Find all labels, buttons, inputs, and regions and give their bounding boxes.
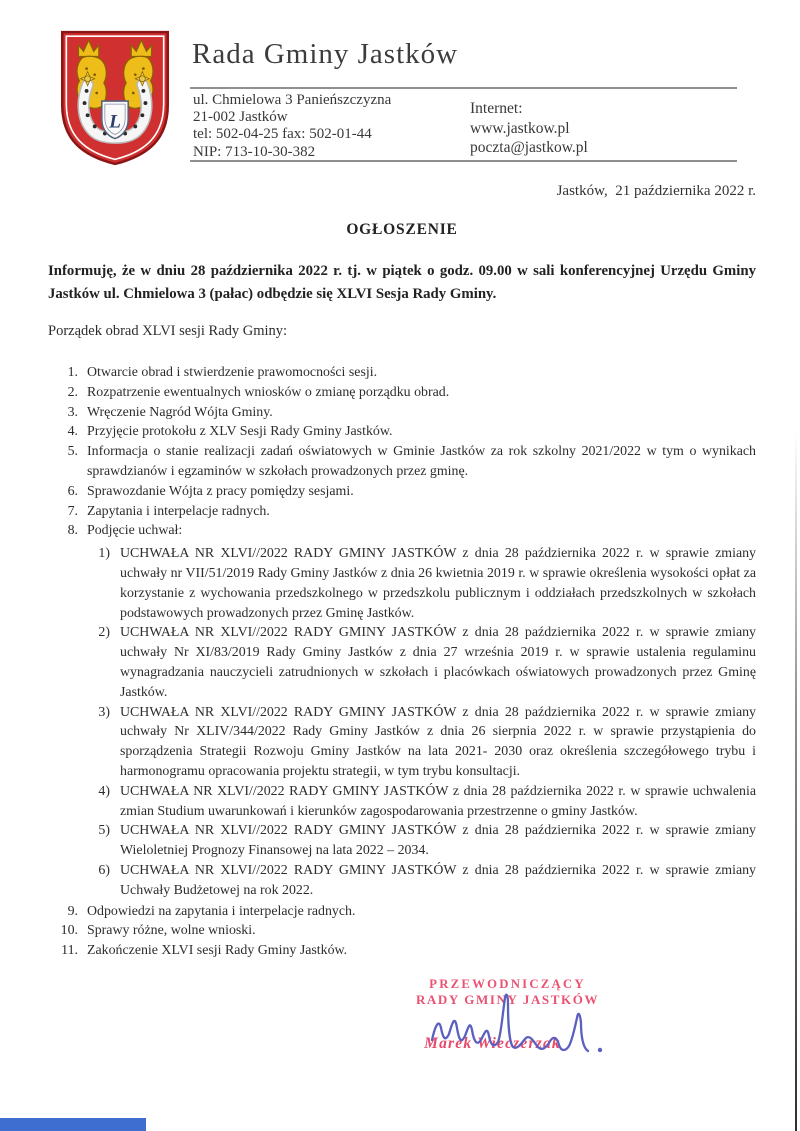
resolution-number: 1): [98, 546, 110, 562]
resolution-text: UCHWAŁA NR XLVI//2022 RADY GMINY JASTKÓW z dnia 28 października 2022 r. w sprawie zmiany uchwały Nr XLIV/344/2022 Rady Gminy Jastków z dnia 26 sierpnia 2022 r. w sprawie przystąpienia do sporządzenia Strategii Rozwoju Gminy Jastków na lata 2021- 2030 oraz określenia szczegółowego trybu i harmonogramu opracowania projektu strategii, w tym trybu konsultacji.: [120, 704, 756, 779]
agenda-item-text: Odpowiedzi na zapytania i interpelacje radnych.: [87, 903, 356, 919]
dateline: Jastków, 21 października 2022 r.: [556, 183, 756, 199]
resolution-item: [86, 861, 756, 901]
agenda-item: [48, 383, 756, 403]
agenda-item-number: 1.: [67, 365, 78, 380]
signer-name: Marek Wieczerzak: [424, 1035, 561, 1052]
agenda-item-text: Sprawy różne, wolne wnioski.: [87, 923, 256, 939]
intro-paragraph: Informuję, że w dniu 28 października 2022 r. tj. w piątek o godz. 09.00 w sali konferencyjnej Urzędu Gminy Jastków ul. Chmielowa 3 (pałac) odbędzie się XLVI Sesja Rady Gminy.: [48, 263, 756, 302]
agenda-item-text: Sprawozdanie Wójta z pracy pomiędzy sesjami.: [87, 483, 354, 499]
resolution-item: [86, 544, 756, 623]
internet-block: [470, 99, 588, 158]
agenda-item-number: 9.: [67, 903, 78, 919]
agenda-item: [48, 422, 756, 442]
agenda-item: [48, 482, 756, 502]
agenda-item-text: Informacja o stanie realizacji zadań oświatowych w Gminie Jastków za rok szkolny 2021/2022 w tym o wynikach sprawdzianów i egzaminów w szkołach prowadzonych przez gminę.: [87, 444, 756, 479]
agenda-item-text: Zapytania i interpelacje radnych.: [87, 503, 270, 519]
address-phone: tel: 502-04-25 fax: 502-01-44: [193, 126, 372, 143]
agenda-item: [48, 502, 756, 522]
resolution-number: 6): [98, 862, 110, 878]
agenda-item-number: 5.: [67, 444, 78, 460]
agenda-item-number: 7.: [67, 503, 78, 519]
header-rule-top: [190, 87, 737, 89]
resolution-number: 4): [98, 783, 110, 799]
resolution-number: 2): [98, 625, 110, 641]
resolution-item: [86, 782, 756, 822]
agenda-item-text: Podjęcie uchwał:: [87, 523, 183, 539]
address-street: ul. Chmielowa 3 Panieńszczyzna: [193, 92, 392, 108]
crest-letter: L: [109, 111, 121, 133]
scan-edge-line: [795, 430, 797, 1131]
resolution-text: UCHWAŁA NR XLVI//2022 RADY GMINY JASTKÓW z dnia 28 października 2022 r. w sprawie uchwalenia zmian Studium uwarunkowań i kierunków zagospodarowania przestrzenne o gminy Jastków.: [120, 783, 756, 819]
address-block: [193, 92, 391, 161]
agenda-item-number: 8.: [67, 523, 78, 539]
document-title: OGŁOSZENIE: [346, 221, 458, 238]
stamp-org: RADY GMINY JASTKÓW: [415, 992, 600, 1007]
header-rule-bottom: [190, 160, 737, 162]
signature-block: [375, 976, 640, 1053]
internet-label: Internet:: [470, 100, 523, 117]
address-nip: NIP: 713-10-30-382: [193, 143, 316, 160]
agenda-item: [48, 902, 756, 922]
agenda-list: [48, 363, 756, 961]
agenda-item: [48, 521, 756, 541]
resolution-text: UCHWAŁA NR XLVI//2022 RADY GMINY JASTKÓW z dnia 28 października 2022 r. w sprawie zmiany uchwały nr VII/51/2019 Rady Gminy Jastków z dnia 26 kwietnia 2019 r. w sprawie określenia wysokości opłat za korzystanie z wychowania przedszkolnego w przedszkolu publicznym i oddziałach przedszkolnych w szkołach podstawowych prowadzonych przez Gminę Jastków.: [120, 546, 756, 621]
agenda-item: [48, 403, 756, 423]
resolution-text: UCHWAŁA NR XLVI//2022 RADY GMINY JASTKÓW z dnia 28 października 2022 r. w sprawie zmiany Uchwały Budżetowej na rok 2022.: [120, 862, 756, 898]
website: www.jastkow.pl: [470, 119, 570, 137]
resolution-number: 3): [98, 704, 110, 720]
resolution-item: [86, 703, 756, 782]
resolution-item: [86, 623, 756, 702]
agenda-item-number: 10.: [60, 923, 78, 939]
resolution-number: 5): [98, 823, 110, 839]
agenda-item-text: Przyjęcie protokołu z XLV Sesji Rady Gminy Jastków.: [87, 424, 393, 440]
handwritten-signature: [423, 988, 618, 1060]
bottom-blue-bar: [0, 1118, 146, 1131]
inner-shield: [102, 101, 128, 139]
agenda-item: [48, 442, 756, 482]
email: poczta@jastkow.pl: [470, 139, 588, 156]
agenda-item-text: Otwarcie obrad i stwierdzenie prawomocności sesji.: [87, 365, 378, 380]
resolution-text: UCHWAŁA NR XLVI//2022 RADY GMINY JASTKÓW z dnia 28 października 2022 r. w sprawie zmiany Wieloletniej Prognozy Finansowej na lata 2022 – 2034.: [120, 823, 756, 859]
org-name: Rada Gminy Jastków: [192, 38, 459, 70]
address-city: 21-002 Jastków: [193, 109, 288, 126]
agenda-item-text: Wręczenie Nagród Wójta Gminy.: [87, 404, 273, 420]
agenda-item-number: 4.: [67, 424, 78, 440]
agenda-item: [48, 941, 756, 961]
document-body: [48, 183, 756, 961]
agenda-item-text: Zakończenie XLVI sesji Rady Gminy Jastków.: [87, 943, 348, 959]
stamp-title: PRZEWODNICZĄCY: [429, 977, 586, 991]
agenda-item: [48, 363, 756, 383]
agenda-item-number: 6.: [67, 483, 78, 499]
agenda-item-number: 11.: [61, 943, 78, 959]
resolution-text: UCHWAŁA NR XLVI//2022 RADY GMINY JASTKÓW z dnia 28 października 2022 r. w sprawie zmiany uchwały Nr XI/83/2019 Rady Gminy Jastków z dnia 27 września 2019 r. w sprawie ustalenia regulaminu wynagradzania nauczycieli zatrudnionych w szkołach i placówkach oświatowych prowadzonych przez Gminę Jastków.: [120, 625, 756, 700]
agenda-item: [48, 921, 756, 941]
agenda-heading: Porządek obrad XLVI sesji Rady Gminy:: [48, 323, 288, 339]
resolution-item: [86, 821, 756, 861]
resolutions-sublist: [86, 544, 756, 900]
agenda-item-number: 2.: [67, 384, 78, 400]
agenda-item-number: 3.: [67, 404, 78, 420]
agenda-item-text: Rozpatrzenie ewentualnych wniosków o zmianę porządku obrad.: [87, 384, 450, 400]
coat-of-arms-icon: [54, 26, 176, 168]
